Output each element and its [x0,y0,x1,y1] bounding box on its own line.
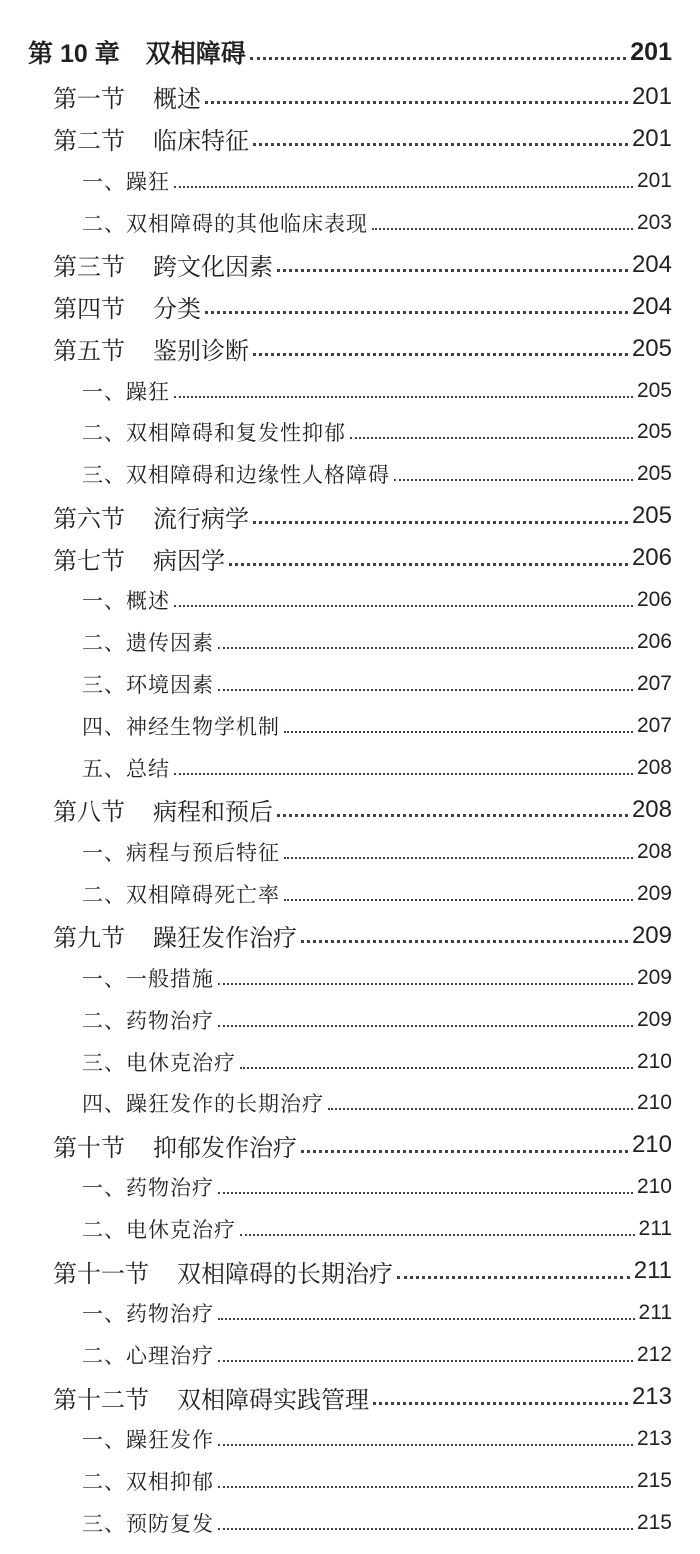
toc-entry-title: 临床特征 [153,129,249,156]
toc-page-number: 209 [636,965,672,989]
toc-page-number: 215 [636,1510,672,1534]
dot-leader [373,1402,628,1405]
toc-entry-label [82,1466,214,1496]
toc-page-number: 210 [636,1091,672,1115]
toc-entry-title: 二、心理治疗 [82,1344,214,1369]
toc-page-number: 201 [631,124,672,152]
toc-page-number: 209 [631,921,672,949]
toc-subsection-entry [0,202,700,244]
toc-page-number: 213 [631,1383,672,1411]
toc-subsection-entry [0,999,700,1041]
toc-subsection-entry [0,160,700,202]
toc-entry-title: 一、一般措施 [82,966,214,991]
dot-leader [205,311,628,314]
toc-entry-title: 三、双相障碍和边缘性人格障碍 [82,463,390,488]
toc-entry-label [82,837,280,867]
toc-entry-label [82,166,170,196]
dot-leader [372,228,633,230]
toc-page-number: 206 [636,630,672,654]
toc-entry-label [82,1214,236,1244]
dot-leader [284,857,633,859]
toc-entry-title: 二、双相障碍死亡率 [82,882,280,907]
dot-leader [218,1025,633,1027]
toc-page-number: 205 [636,420,672,444]
toc-entry-number: 第十一节 [53,1261,149,1288]
toc-subsection-entry [0,1418,700,1460]
dot-leader [205,101,628,104]
toc-subsection-entry [0,705,700,747]
toc-entry-title: 三、预防复发 [82,1511,214,1536]
toc-entry-title: 鉴别诊断 [153,339,249,366]
toc-entry-title: 三、环境因素 [82,673,214,698]
toc-subsection-entry [0,412,700,454]
toc-entry-label [82,1424,214,1454]
toc-page-number: 210 [631,1131,672,1159]
dot-leader [174,186,633,188]
toc-entry-title: 躁狂发作治疗 [153,926,297,953]
toc-entry-label [53,792,273,827]
toc-section-entry [0,495,700,537]
toc-page-number: 210 [636,1175,672,1199]
toc-entry-title: 二、药物治疗 [82,1008,214,1033]
toc-entry-title: 二、电休克治疗 [82,1218,236,1243]
toc-subsection-entry [0,1460,700,1502]
toc-entry-title: 流行病学 [153,506,249,533]
toc-entry-title: 三、电休克治疗 [82,1050,236,1075]
dot-leader [397,1276,630,1279]
toc-entry-label [82,753,170,783]
dot-leader [218,983,633,985]
toc-entry-label [82,1088,324,1118]
toc-entry-label [82,711,280,741]
dot-leader [277,814,628,817]
toc-entry-title: 二、双相障碍的其他临床表现 [82,211,368,236]
toc-entry-title: 四、躁狂发作的长期治疗 [82,1092,324,1117]
toc-entry-label [82,963,214,993]
table-of-contents [0,28,700,1544]
toc-page-number: 205 [631,502,672,530]
toc-page-number: 215 [636,1468,672,1492]
toc-entry-label [82,1340,214,1370]
dot-leader [218,1318,635,1320]
toc-entry-label [82,1298,214,1328]
toc-page-number: 208 [636,839,672,863]
toc-entry-title: 双相障碍实践管理 [177,1387,369,1414]
toc-entry-title: 病程和预后 [153,800,273,827]
toc-entry-label [53,1380,369,1415]
toc-entry-number: 第十二节 [53,1387,149,1414]
dot-leader [253,143,628,146]
toc-chapter-entry [0,28,700,76]
toc-entry-title: 一、躁狂 [82,379,170,404]
dot-leader [218,1360,633,1362]
toc-entry-label [82,879,280,909]
dot-leader [174,773,633,775]
toc-page-number: 201 [630,37,672,66]
toc-page-number: 208 [631,795,672,823]
toc-entry-label [53,1128,297,1163]
dot-leader [218,1528,633,1530]
toc-entry-title: 一、躁狂 [82,169,170,194]
dot-leader [218,689,633,691]
toc-entry-title: 四、神经生物学机制 [82,715,280,740]
dot-leader [218,1192,633,1194]
dot-leader [284,731,633,733]
toc-entry-number: 第四节 [53,297,125,324]
toc-page-number: 209 [636,881,672,905]
toc-entry-label [82,376,170,406]
toc-subsection-entry [0,1502,700,1544]
toc-subsection-entry [0,1166,700,1208]
toc-entry-title: 二、双相抑郁 [82,1469,214,1494]
dot-leader [253,521,628,524]
toc-section-entry [0,244,700,286]
toc-entry-number: 第 10 章 [28,40,120,68]
toc-page-number: 204 [631,250,672,278]
toc-page-number: 205 [631,334,672,362]
dot-leader [277,269,628,272]
toc-entry-title: 双相障碍的长期治疗 [177,1261,393,1288]
toc-entry-title: 一、药物治疗 [82,1302,214,1327]
toc-subsection-entry [0,579,700,621]
dot-leader [250,57,627,60]
toc-subsection-entry [0,1208,700,1250]
dot-leader [174,396,633,398]
toc-entry-label [53,247,273,282]
toc-subsection-entry [0,621,700,663]
toc-page-number: 211 [633,1257,672,1285]
toc-subsection-entry [0,1292,700,1334]
toc-entry-number: 第一节 [53,87,125,114]
toc-subsection-entry [0,873,700,915]
toc-entry-title: 双相障碍 [145,40,246,68]
toc-entry-label [82,585,170,615]
toc-entry-title: 抑郁发作治疗 [153,1135,297,1162]
toc-section-entry [0,1124,700,1166]
toc-entry-number: 第八节 [53,800,125,827]
dot-leader [284,899,633,901]
toc-entry-label [53,331,249,366]
toc-page-number: 206 [636,588,672,612]
toc-subsection-entry [0,831,700,873]
toc-page-number: 211 [638,1217,672,1241]
toc-entry-number: 第七节 [53,548,125,575]
toc-entry-label [53,121,249,156]
dot-leader [218,1444,633,1446]
toc-section-entry [0,76,700,118]
toc-entry-title: 概述 [153,87,201,114]
dot-leader [301,940,628,943]
toc-entry-title: 二、双相障碍和复发性抑郁 [82,421,346,446]
toc-subsection-entry [0,370,700,412]
toc-section-entry [0,118,700,160]
dot-leader [174,605,633,607]
dot-leader [240,1234,635,1236]
toc-entry-title: 一、病程与预后特征 [82,840,280,865]
toc-page-number: 203 [636,210,672,234]
toc-entry-title: 跨文化因素 [153,255,273,282]
toc-entry-label [82,1508,214,1538]
toc-section-entry [0,915,700,957]
toc-page-number: 210 [636,1049,672,1073]
toc-page-number: 206 [631,544,672,572]
toc-entry-label [53,918,297,953]
toc-page-number: 201 [636,168,672,192]
dot-leader [218,647,633,649]
toc-subsection-entry [0,453,700,495]
toc-entry-label [82,1172,214,1202]
toc-entry-title: 二、遗传因素 [82,631,214,656]
toc-subsection-entry [0,957,700,999]
toc-entry-number: 第五节 [53,339,125,366]
toc-subsection-entry [0,747,700,789]
dot-leader [394,479,633,481]
toc-page-number: 212 [636,1343,672,1367]
toc-entry-label [53,499,249,534]
toc-entry-label [82,627,214,657]
toc-subsection-entry [0,1334,700,1376]
toc-entry-number: 第二节 [53,129,125,156]
toc-page-number: 207 [636,714,672,738]
dot-leader [253,353,628,356]
toc-entry-label [82,1005,214,1035]
toc-entry-title: 一、躁狂发作 [82,1427,214,1452]
toc-section-entry [0,537,700,579]
toc-entry-title: 分类 [153,297,201,324]
toc-entry-title: 一、药物治疗 [82,1176,214,1201]
toc-entry-number: 第六节 [53,506,125,533]
dot-leader [301,1150,628,1153]
toc-section-entry [0,286,700,328]
toc-entry-number: 第九节 [53,926,125,953]
toc-section-entry [0,1376,700,1418]
toc-page-number: 201 [631,82,672,110]
toc-entry-label [82,1047,236,1077]
toc-entry-number: 第三节 [53,255,125,282]
toc-entry-label [53,289,201,324]
toc-page-number: 208 [636,755,672,779]
toc-page-number: 211 [638,1301,672,1325]
toc-page-number: 205 [636,378,672,402]
dot-leader [240,1067,633,1069]
toc-entry-label [82,459,390,489]
dot-leader [350,437,633,439]
toc-page-number: 213 [636,1426,672,1450]
toc-page-number: 204 [631,292,672,320]
toc-entry-title: 病因学 [153,548,225,575]
toc-entry-label [82,208,368,238]
toc-section-entry [0,789,700,831]
toc-entry-label [53,1254,393,1289]
toc-page-number: 209 [636,1007,672,1031]
toc-entry-title: 五、总结 [82,756,170,781]
toc-entry-label [28,34,246,70]
toc-section-entry [0,1250,700,1292]
toc-subsection-entry [0,663,700,705]
dot-leader [229,563,628,566]
toc-entry-title: 一、概述 [82,589,170,614]
toc-page-number: 207 [636,672,672,696]
toc-entry-label [82,669,214,699]
toc-entry-number: 第十节 [53,1135,125,1162]
toc-entry-label [53,79,201,114]
toc-section-entry [0,328,700,370]
toc-subsection-entry [0,1041,700,1083]
dot-leader [218,1486,633,1488]
toc-entry-label [53,541,225,576]
toc-subsection-entry [0,1083,700,1125]
toc-page-number: 205 [636,462,672,486]
toc-entry-label [82,417,346,447]
dot-leader [328,1108,633,1110]
